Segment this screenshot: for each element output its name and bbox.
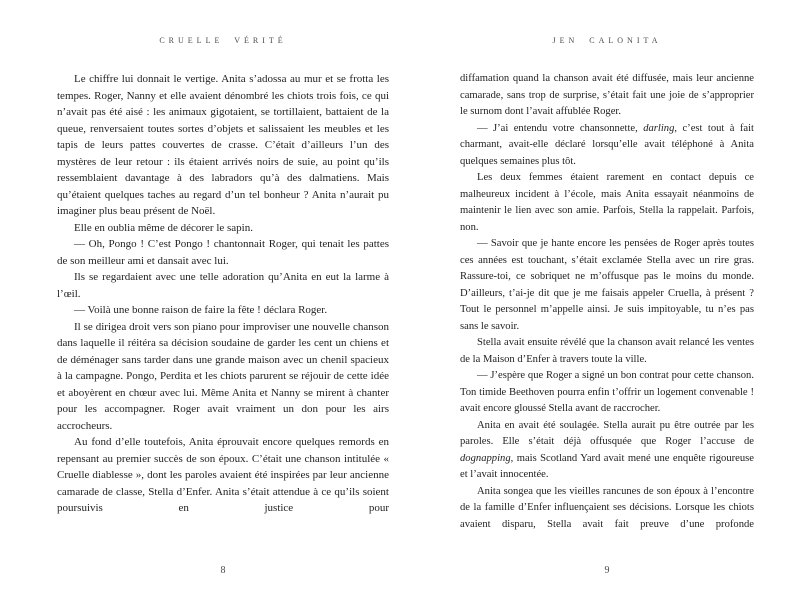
left-page-number: 8 bbox=[220, 565, 226, 576]
paragraph bbox=[460, 418, 754, 484]
text-segment: Ils se regardaient avec une telle adoration qu’Anita en eut la larme à l’œil. bbox=[57, 271, 389, 300]
text-segment: Il se dirigea droit vers son piano pour improviser une nouvelle chanson dans laquelle il réitéra sa décision soudaine de garder les cent un chiens et de déménager sans tarder dans une grande maison avec un chenil spacieux à la campagne. Pongo, Perdita et les chiots parurent se réjouir de cette idée et aboyèrent en chœur avec lui. Même Anita et Nanny se mirent à chanter pour les accompagner. Roger avait vraiment un don pour les airs accrocheurs. bbox=[57, 320, 389, 432]
text-segment: Elle en oublia même de décorer le sapin. bbox=[74, 221, 253, 234]
paragraph bbox=[57, 269, 389, 302]
paragraph bbox=[460, 368, 754, 418]
paragraph bbox=[460, 121, 754, 171]
italic-text: dognapping bbox=[460, 452, 511, 464]
paragraph bbox=[460, 71, 754, 121]
paragraph bbox=[460, 335, 754, 368]
text-segment: Les deux femmes étaient rarement en contact depuis ce malheureux incident à l’école, mais Anita essayait néanmoins de maintenir le lien avec son amie. Parfois, Stella la rappelait. Parfois, non. bbox=[460, 172, 754, 233]
text-segment: Au fond d’elle toutefois, Anita éprouvait encore quelques remords en repensant au premier succès de son époux. C’était une chanson intitulée « Cruelle diablesse », dont les paroles avaient été inspirées par leur ancienne camarade de classe, Stella d’Enfer. Anita s’était attendue à ce qu’ils soient poursuivis en justice pour bbox=[57, 436, 389, 514]
right-page-number: 9 bbox=[604, 565, 610, 576]
paragraph bbox=[460, 170, 754, 236]
paragraph bbox=[57, 220, 389, 237]
text-segment: Stella avait ensuite révélé que la chanson avait relancé les ventes de la Maison d’Enfer à travers toute la ville. bbox=[460, 337, 754, 365]
text-segment: — J’espère que Roger a signé un bon contrat pour cette chanson. Ton timide Beethoven pourra enfin t’offrir un logement convenable ! avait encore gloussé Stella avant de raccrocher. bbox=[460, 370, 754, 414]
text-segment: — J’ai entendu votre chansonnette, bbox=[477, 122, 644, 134]
text-segment: , mais Scotland Yard avait mené une enquête rigoureuse et l’avait innocentée. bbox=[460, 452, 754, 480]
text-segment: — Voilà une bonne raison de faire la fête ! déclara Roger. bbox=[74, 304, 328, 316]
italic-text: darling bbox=[643, 122, 675, 134]
text-segment: , c’est tout à fait charmant, avait-elle déclaré lorsqu’elle avait téléphoné à Anita quelques semaines plus tôt. bbox=[460, 122, 754, 167]
right-text-column bbox=[460, 0, 754, 613]
running-head-book-title: CRUELLE VÉRITÉ bbox=[159, 36, 287, 45]
paragraph bbox=[57, 319, 389, 435]
text-segment: diffamation quand la chanson avait été diffusée, mais leur ancienne camarade, sans trop de surprise, s’était fait une joie de s’approprier le surnom dont l’avait affublée Roger. bbox=[460, 73, 754, 117]
text-segment: — Oh, Pongo ! C’est Pongo ! chantonnait Roger, qui tenait les pattes de son meilleur ami et dansait avec lui. bbox=[57, 238, 389, 267]
right-page-text bbox=[460, 71, 754, 533]
left-text-column bbox=[57, 0, 389, 613]
text-segment: — Savoir que je hante encore les pensées de Roger après toutes ces années est touchant, s’était exclamée Stella avec un rire gras. Rassure-toi, ce sobriquet ne m’offusque pas le moins du monde. D’ailleurs, t’ai-je dit que je me faisais appeler Cruella, à présent ? Tout le personnel m’appelle ainsi. Je suis impitoyable, tu n’es pas sans le savoir. bbox=[460, 238, 754, 332]
text-segment: Anita en avait été soulagée. Stella aurait pu être outrée par les paroles. Elle s’était déjà offusquée que Roger l’accuse de bbox=[460, 419, 754, 447]
paragraph bbox=[57, 434, 389, 517]
paragraph bbox=[460, 484, 754, 534]
page-right bbox=[400, 0, 800, 613]
paragraph bbox=[460, 236, 754, 335]
paragraph bbox=[57, 236, 389, 269]
paragraph bbox=[57, 71, 389, 220]
running-head-author-name: JEN CALONITA bbox=[552, 36, 662, 45]
text-segment: Anita songea que les vieilles rancunes de son époux à l’encontre de la famille d’Enfer influençaient ses décisions. Lorsque les chiots avaient disparu, Stella avait fait preuve d’une profonde bbox=[460, 485, 754, 530]
left-page-text bbox=[57, 71, 389, 517]
paragraph bbox=[57, 302, 389, 319]
text-segment: Le chiffre lui donnait le vertige. Anita s’adossa au mur et se frotta les tempes. Roger, Nanny et elle avaient dénombré les chiots trois fois, ce qui n’avait pas été aisé : les animaux gigotaient, se tortillaient, battaient de la queue, renversaient toutes sortes d’objets et salissaient les meubles et les tapis de leurs pattes couvertes de crasse. C’était d’ailleurs l’un des mystères de leur retour : ils étaient arrivés noirs de suie, au point qu’ils ressemblaient davantage à des labradors qu’à des dalmatiens. Mais qu’étaient quelques taches au regard d’un tel bonheur ? Anita n’aurait pu imaginer plus beau présent de Noël. bbox=[57, 73, 389, 217]
